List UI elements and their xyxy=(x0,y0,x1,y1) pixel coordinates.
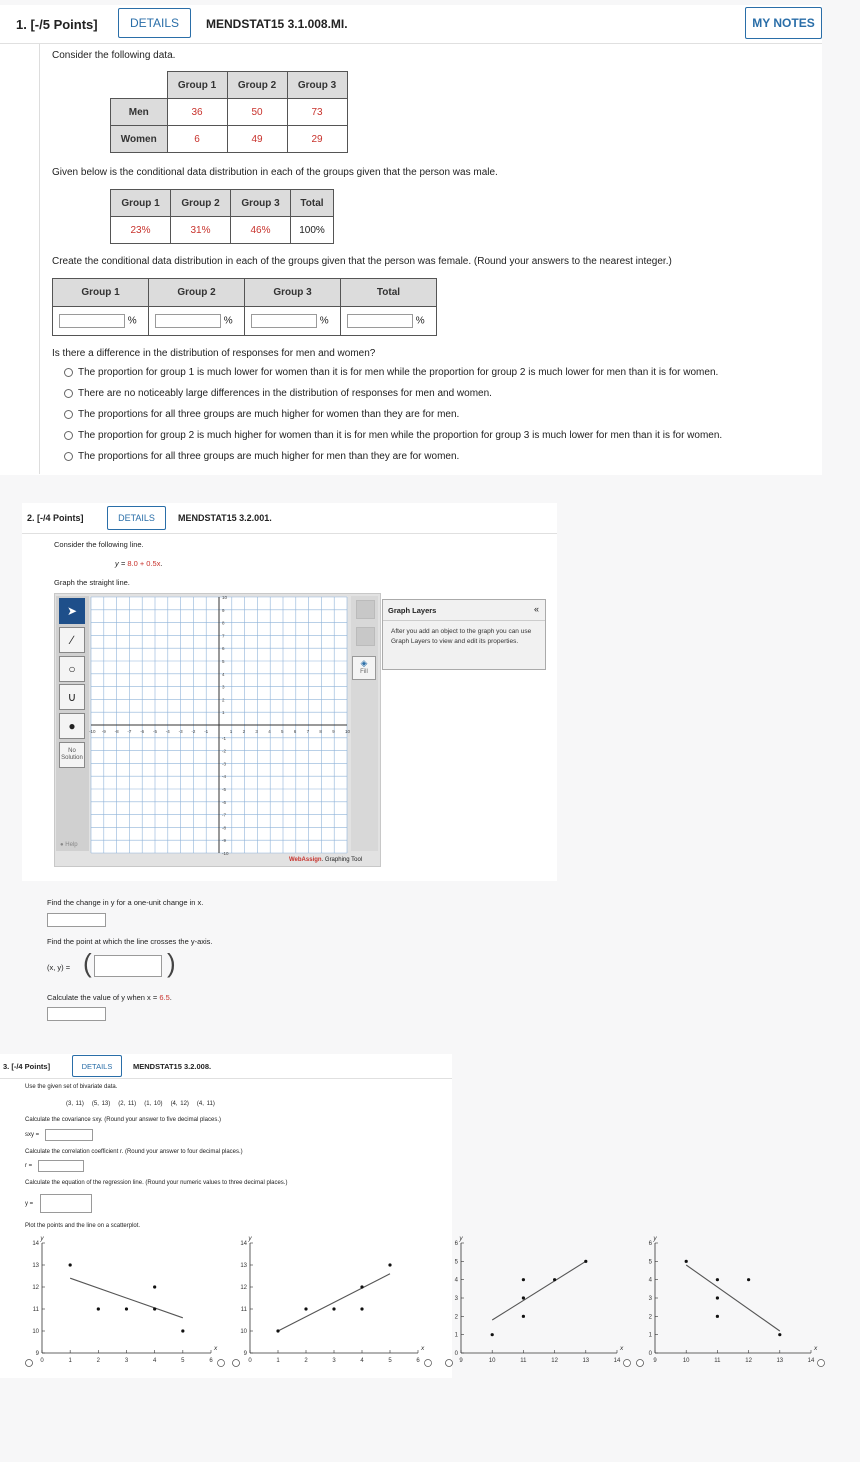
x-tick-label: 4 xyxy=(152,1358,157,1364)
y-tick-label: 14 xyxy=(240,1241,247,1247)
percent-unit: % xyxy=(319,315,329,327)
x-tick-label: -5 xyxy=(153,729,158,734)
table1-header: Group 3 xyxy=(287,72,347,99)
delete-icon[interactable] xyxy=(356,600,375,619)
x-tick-label: -2 xyxy=(191,729,196,734)
data-point xyxy=(153,1285,156,1288)
table3-header: Total xyxy=(341,279,437,307)
x-tick-label: -1 xyxy=(204,729,209,734)
y-axis-label: y xyxy=(40,1235,44,1242)
x-tick-label: 6 xyxy=(209,1358,213,1364)
info-icon[interactable] xyxy=(624,1360,631,1367)
y-tick-label: 10 xyxy=(222,595,228,600)
q2-details-label: DETAILS xyxy=(118,513,155,523)
option-label: The proportion for group 1 is much lower for women than it is for men while the proportion for group 2 is much lower for men than it is for women. xyxy=(78,367,719,378)
q1-number: 1. [-/5 Points] xyxy=(16,16,98,32)
y-tick-label: -6 xyxy=(222,799,227,805)
y-tick-label: 6 xyxy=(648,1241,652,1247)
fill-tool[interactable] xyxy=(352,656,376,680)
q1-table1 xyxy=(110,71,348,153)
answer-option[interactable] xyxy=(64,451,459,462)
data-point xyxy=(276,1329,279,1332)
my-notes-label: MY NOTES xyxy=(752,16,815,30)
x-tick-label: 13 xyxy=(582,1358,590,1364)
table1-row-label: Women xyxy=(111,126,168,153)
female-group3-input[interactable] xyxy=(251,314,317,328)
scatterplot-radio[interactable] xyxy=(26,1360,33,1367)
q2-code: MENDSTAT15 3.2.001. xyxy=(178,513,272,523)
x-tick-label: 2 xyxy=(96,1358,101,1364)
x-tick-label: 3 xyxy=(255,729,258,734)
x-tick-label: 1 xyxy=(229,729,233,734)
percent-unit: % xyxy=(127,315,137,327)
y-tick-label: 1 xyxy=(648,1332,652,1339)
y-tick-label: 13 xyxy=(240,1263,247,1269)
x-tick-label: 4 xyxy=(360,1358,364,1364)
info-icon[interactable] xyxy=(218,1360,225,1367)
q1-create-text: Create the conditional data distribution in each of the groups given that the person was female. (Round your answers to the nearest integer.) xyxy=(52,256,672,267)
y-tick-label: 2 xyxy=(454,1314,458,1321)
pointer-tool[interactable]: ➤ xyxy=(59,598,85,624)
table2-header: Group 1 xyxy=(111,190,171,217)
y-tick-label: 3 xyxy=(222,684,225,690)
y-tick-label: 6 xyxy=(222,646,225,652)
x-tick-label: 5 xyxy=(181,1358,185,1364)
option-label: The proportion for group 2 is much higher for women than it is for men while the proportion for group 3 is much lower for men than it is for women. xyxy=(78,430,723,441)
x-tick-label: -9 xyxy=(101,729,106,734)
table3-cell xyxy=(53,307,149,336)
y-tick-label: 2 xyxy=(222,697,225,703)
option-label: The proportions for all three groups are much higher for men than they are for women. xyxy=(78,451,460,462)
x-tick-label: 2 xyxy=(242,729,246,734)
regression-line xyxy=(492,1261,586,1320)
table2-cell: 100% xyxy=(291,217,334,244)
y-axis-label: y xyxy=(653,1235,657,1242)
y-tick-label: 12 xyxy=(240,1285,247,1291)
table1-cell: 29 xyxy=(287,126,347,153)
x-tick-label: 12 xyxy=(745,1358,752,1364)
right-paren: ) xyxy=(167,948,176,978)
scatterplot-2 xyxy=(233,1235,432,1367)
no-solution-tool[interactable] xyxy=(59,742,85,768)
no-solution-label: No Solution xyxy=(61,748,83,761)
data-point xyxy=(388,1263,391,1266)
q3-points xyxy=(66,1101,215,1107)
percent-unit: % xyxy=(223,315,233,327)
parabola-tool[interactable]: ∪ xyxy=(59,684,85,710)
q3-details-button[interactable] xyxy=(72,1055,122,1077)
x-tick-label: 6 xyxy=(293,729,297,734)
scatterplot-4 xyxy=(637,1235,825,1367)
graph-canvas[interactable] xyxy=(89,595,351,856)
y-tick-label: -5 xyxy=(222,787,227,792)
fill-label: Fill xyxy=(360,669,368,675)
x-tick-label: 10 xyxy=(345,729,351,734)
scatterplot-options xyxy=(0,1233,860,1378)
x-tick-label: 14 xyxy=(807,1358,815,1364)
y-tick-label: 2 xyxy=(648,1314,652,1321)
x-tick-label: -3 xyxy=(178,729,183,734)
scatterplot-radio[interactable] xyxy=(233,1360,240,1367)
x-tick-label: 13 xyxy=(776,1358,784,1364)
radio-button[interactable] xyxy=(64,452,73,461)
eq-prefix: y = xyxy=(115,559,128,568)
option-label: There are no noticeably large differences in the distribution of responses for men and women. xyxy=(78,388,492,399)
q3-details-label: DETAILS xyxy=(81,1061,113,1071)
q3-r-text: Calculate the correlation coefficient r. (Round your answer to four decimal places.) xyxy=(25,1149,243,1155)
table1-cell: 49 xyxy=(227,126,287,153)
data-point xyxy=(181,1329,184,1332)
data-point xyxy=(584,1260,587,1263)
y-tick-label: 4 xyxy=(222,671,225,677)
q2-intro: Consider the following line. xyxy=(54,540,144,549)
calc-y-text: Calculate the value of y when x = xyxy=(47,993,160,1002)
q1-details-button[interactable] xyxy=(118,8,191,38)
x-tick-label: 2 xyxy=(304,1358,308,1364)
graphing-tool-brand xyxy=(289,857,362,863)
y-tick-label: -1 xyxy=(222,735,227,741)
y-tick-label: 1 xyxy=(222,710,225,716)
help-label: Help xyxy=(65,842,78,848)
table2-cell: 23% xyxy=(111,217,171,244)
answer-option[interactable] xyxy=(64,388,492,399)
line-tool[interactable]: ∕ xyxy=(59,627,85,653)
scatterplot-3 xyxy=(446,1235,631,1367)
data-point xyxy=(716,1315,719,1318)
x-tick-label: 11 xyxy=(520,1358,527,1364)
data-point xyxy=(685,1260,688,1263)
data-point xyxy=(522,1296,525,1299)
x-tick-label: 5 xyxy=(281,729,284,734)
q1-question: Is there a difference in the distribution of responses for men and women? xyxy=(52,348,376,359)
radio-button[interactable] xyxy=(64,389,73,398)
q1-left-rule xyxy=(39,44,40,474)
data-point xyxy=(97,1307,100,1310)
q2-calc-y xyxy=(47,993,172,1002)
y-tick-label: 4 xyxy=(648,1277,652,1284)
covariance-input[interactable] xyxy=(45,1129,93,1141)
data-point xyxy=(522,1315,525,1318)
left-paren: ( xyxy=(83,948,92,978)
y-tick-label: 7 xyxy=(222,633,225,639)
data-point xyxy=(153,1307,156,1310)
x-axis-label: x xyxy=(214,1345,218,1352)
eq-suffix: . xyxy=(160,559,163,568)
q2-header xyxy=(22,503,557,534)
data-point xyxy=(716,1296,719,1299)
trash-icon[interactable] xyxy=(356,627,375,646)
data-point xyxy=(360,1307,363,1310)
x-tick-label: 12 xyxy=(551,1358,558,1364)
q3-code: MENDSTAT15 3.2.008. xyxy=(133,1061,212,1071)
data-point xyxy=(69,1263,72,1266)
y-tick-label: 10 xyxy=(32,1329,39,1335)
radio-button[interactable] xyxy=(64,410,73,419)
table3-header: Group 3 xyxy=(245,279,341,307)
q2-find-change xyxy=(47,898,203,907)
eq-value: 8.0 + 0.5x xyxy=(127,559,161,568)
collapse-icon[interactable]: « xyxy=(533,604,539,614)
female-total-input[interactable] xyxy=(347,314,413,328)
y-tick-label: 12 xyxy=(32,1285,39,1291)
change-in-y-input[interactable] xyxy=(47,913,106,927)
answer-option[interactable] xyxy=(64,409,459,420)
xy-label: (x, y) = xyxy=(47,963,71,972)
y-tick-label: 6 xyxy=(454,1241,458,1247)
x-tick-label: 6 xyxy=(416,1358,420,1364)
table2-cell: 31% xyxy=(171,217,231,244)
y-tick-label: 3 xyxy=(454,1296,458,1302)
find-change-text: Find the change in y for a one-unit change in x. xyxy=(47,898,204,907)
y-tick-label: 5 xyxy=(648,1259,652,1266)
x-tick-label: -6 xyxy=(140,729,145,734)
percent-unit: % xyxy=(415,315,425,327)
radio-button[interactable] xyxy=(64,431,73,440)
data-point xyxy=(304,1307,307,1310)
layers-text: After you add an object to the graph you can use Graph Layers to view and edit its properties. xyxy=(391,628,532,646)
answer-option[interactable] xyxy=(64,367,718,378)
q1-code: MENDSTAT15 3.1.008.MI. xyxy=(206,17,348,31)
regression-input[interactable] xyxy=(40,1194,92,1213)
female-group1-input[interactable] xyxy=(59,314,125,328)
table1-cell: 6 xyxy=(167,126,227,153)
x-tick-label: 1 xyxy=(68,1358,72,1364)
point: (4, 11) xyxy=(196,1101,215,1107)
x-tick-label: -8 xyxy=(114,729,119,734)
help-link[interactable]: ● Help xyxy=(60,842,78,848)
y-tick-label: 5 xyxy=(454,1259,458,1266)
r-label: r = xyxy=(25,1163,33,1169)
x-axis-label: x xyxy=(421,1345,425,1352)
calc-y-suffix: . xyxy=(169,993,172,1002)
y-tick-label: 0 xyxy=(648,1351,652,1357)
y-tick-label: -9 xyxy=(222,838,227,844)
table2-cell: 46% xyxy=(231,217,291,244)
y-tick-label: 14 xyxy=(32,1241,39,1247)
radio-button[interactable] xyxy=(64,368,73,377)
x-tick-label: -10 xyxy=(89,729,96,734)
find-point-text: Find the point at which the line crosses the y-axis. xyxy=(47,937,213,946)
y-tick-label: -8 xyxy=(222,825,227,831)
brand-rest: . Graphing Tool xyxy=(321,857,363,863)
table1-corner xyxy=(111,72,168,99)
table1-header: Group 2 xyxy=(227,72,287,99)
point: (1, 10) xyxy=(144,1101,163,1107)
data-point xyxy=(716,1278,719,1281)
data-point xyxy=(360,1285,363,1288)
table1-cell: 36 xyxy=(167,99,227,126)
data-point xyxy=(553,1278,556,1281)
y-tick-label: 1 xyxy=(454,1332,458,1339)
q2-find-point xyxy=(47,937,213,946)
q3-cov-text: Calculate the covariance sxy. (Round your answer to five decimal places.) xyxy=(25,1117,221,1123)
data-point xyxy=(747,1278,750,1281)
table1-cell: 73 xyxy=(287,99,347,126)
correlation-input[interactable] xyxy=(38,1160,84,1172)
brand-name: WebAssign xyxy=(289,857,322,863)
info-icon[interactable] xyxy=(818,1360,825,1367)
y-tick-label: 4 xyxy=(454,1277,458,1284)
q3-number: 3. [-/4 Points] xyxy=(3,1061,51,1071)
data-point xyxy=(125,1307,128,1310)
table3-header: Group 1 xyxy=(53,279,149,307)
y-intercept-input[interactable] xyxy=(94,955,162,977)
table2-header: Total xyxy=(291,190,334,217)
x-tick-label: 10 xyxy=(488,1358,496,1364)
table3-cell xyxy=(149,307,245,336)
table2-header: Group 2 xyxy=(171,190,231,217)
x-tick-label: -7 xyxy=(127,729,132,734)
y-value-input[interactable] xyxy=(47,1007,106,1021)
regression-line xyxy=(686,1265,780,1331)
x-tick-label: 9 xyxy=(653,1358,657,1364)
q2-number: 2. [-/4 Points] xyxy=(27,513,84,523)
q1-table3 xyxy=(52,278,437,336)
q1-table2 xyxy=(110,189,334,244)
layers-title: Graph Layers xyxy=(388,606,437,615)
x-tick-label: 9 xyxy=(459,1358,463,1364)
point: (5, 13) xyxy=(91,1101,111,1107)
y-tick-label: 11 xyxy=(240,1307,247,1313)
q1-intro: Consider the following data. xyxy=(52,50,176,61)
y-tick-label: 13 xyxy=(32,1263,39,1269)
table1-cell: 50 xyxy=(227,99,287,126)
x-tick-label: 11 xyxy=(714,1358,721,1364)
data-point xyxy=(332,1307,335,1310)
scatterplot-radio[interactable] xyxy=(637,1360,644,1367)
x-tick-label: 8 xyxy=(319,729,322,734)
calc-y-value: 6.5 xyxy=(159,993,170,1002)
q1-header xyxy=(0,5,822,44)
paint-bucket-icon: ◈ xyxy=(360,658,368,668)
y-tick-label: -2 xyxy=(222,748,227,754)
table2-header: Group 3 xyxy=(231,190,291,217)
point: (2, 11) xyxy=(118,1101,137,1107)
x-axis-label: x xyxy=(814,1345,818,1352)
q2-graph-label: Graph the straight line. xyxy=(54,578,130,587)
y-tick-label: 0 xyxy=(454,1351,458,1357)
y-tick-label: -4 xyxy=(222,774,227,780)
y-axis-label: y xyxy=(248,1235,252,1242)
x-tick-label: 7 xyxy=(306,729,310,734)
x-tick-label: 3 xyxy=(332,1358,336,1364)
x-tick-label: 0 xyxy=(40,1358,44,1364)
y-tick-label: 9 xyxy=(222,607,225,613)
q3-intro: Use the given set of bivariate data. xyxy=(25,1084,118,1090)
table3-cell xyxy=(341,307,437,336)
q3-header xyxy=(0,1054,452,1079)
point: (3, 11) xyxy=(66,1101,84,1107)
option-label: The proportions for all three groups are much higher for women than they are for men. xyxy=(78,409,460,420)
q3-reg-text: Calculate the equation of the regression line. (Round your numeric values to three decimal places.) xyxy=(25,1180,288,1186)
my-notes-button[interactable] xyxy=(745,7,822,39)
y-label: y = xyxy=(25,1201,34,1207)
x-tick-label: 14 xyxy=(613,1358,621,1364)
graph-layers-panel xyxy=(382,599,546,670)
y-tick-label: 11 xyxy=(32,1307,39,1313)
x-tick-label: 5 xyxy=(388,1358,392,1364)
y-tick-label: 3 xyxy=(648,1296,652,1302)
answer-option[interactable] xyxy=(64,430,722,441)
x-tick-label: 4 xyxy=(268,729,271,734)
table1-header: Group 1 xyxy=(167,72,227,99)
table3-cell xyxy=(245,307,341,336)
cov-label: sxy = xyxy=(25,1132,40,1138)
regression-line xyxy=(70,1278,183,1318)
data-point xyxy=(522,1278,525,1281)
y-tick-label: 9 xyxy=(35,1351,39,1357)
y-tick-label: 10 xyxy=(240,1329,247,1335)
y-tick-label: 8 xyxy=(222,620,225,626)
x-tick-label: 10 xyxy=(682,1358,690,1364)
x-tick-label: 9 xyxy=(332,729,335,734)
regression-line xyxy=(278,1274,390,1331)
y-tick-label: 5 xyxy=(222,659,225,664)
circle-tool[interactable]: ○ xyxy=(59,656,85,682)
data-point xyxy=(491,1333,494,1336)
table3-header: Group 2 xyxy=(149,279,245,307)
q1-details-label: DETAILS xyxy=(129,16,180,30)
point-tool[interactable]: ● xyxy=(59,713,85,739)
x-tick-label: 1 xyxy=(276,1358,280,1364)
point: (4, 12) xyxy=(170,1101,189,1107)
scatterplot-1 xyxy=(26,1235,225,1367)
layers-header xyxy=(383,600,545,621)
data-point xyxy=(778,1333,781,1336)
q1-given-text: Given below is the conditional data distribution in each of the groups given that the person was male. xyxy=(52,167,498,178)
info-icon[interactable] xyxy=(425,1360,432,1367)
q2-details-button[interactable] xyxy=(107,506,166,530)
x-tick-label: 0 xyxy=(248,1358,252,1364)
x-tick-label: 3 xyxy=(124,1358,129,1364)
q3-plot-text: Plot the points and the line on a scatterplot. xyxy=(25,1223,141,1229)
q2-equation xyxy=(115,559,163,568)
y-tick-label: 9 xyxy=(243,1351,247,1357)
y-tick-label: -3 xyxy=(222,761,227,767)
x-axis-label: x xyxy=(620,1345,624,1352)
y-tick-label: -10 xyxy=(222,851,229,856)
x-tick-label: -4 xyxy=(165,729,170,734)
y-axis-label: y xyxy=(459,1235,463,1242)
scatterplot-radio[interactable] xyxy=(446,1360,453,1367)
y-tick-label: -7 xyxy=(222,812,227,818)
table1-row-label: Men xyxy=(111,99,168,126)
female-group2-input[interactable] xyxy=(155,314,221,328)
